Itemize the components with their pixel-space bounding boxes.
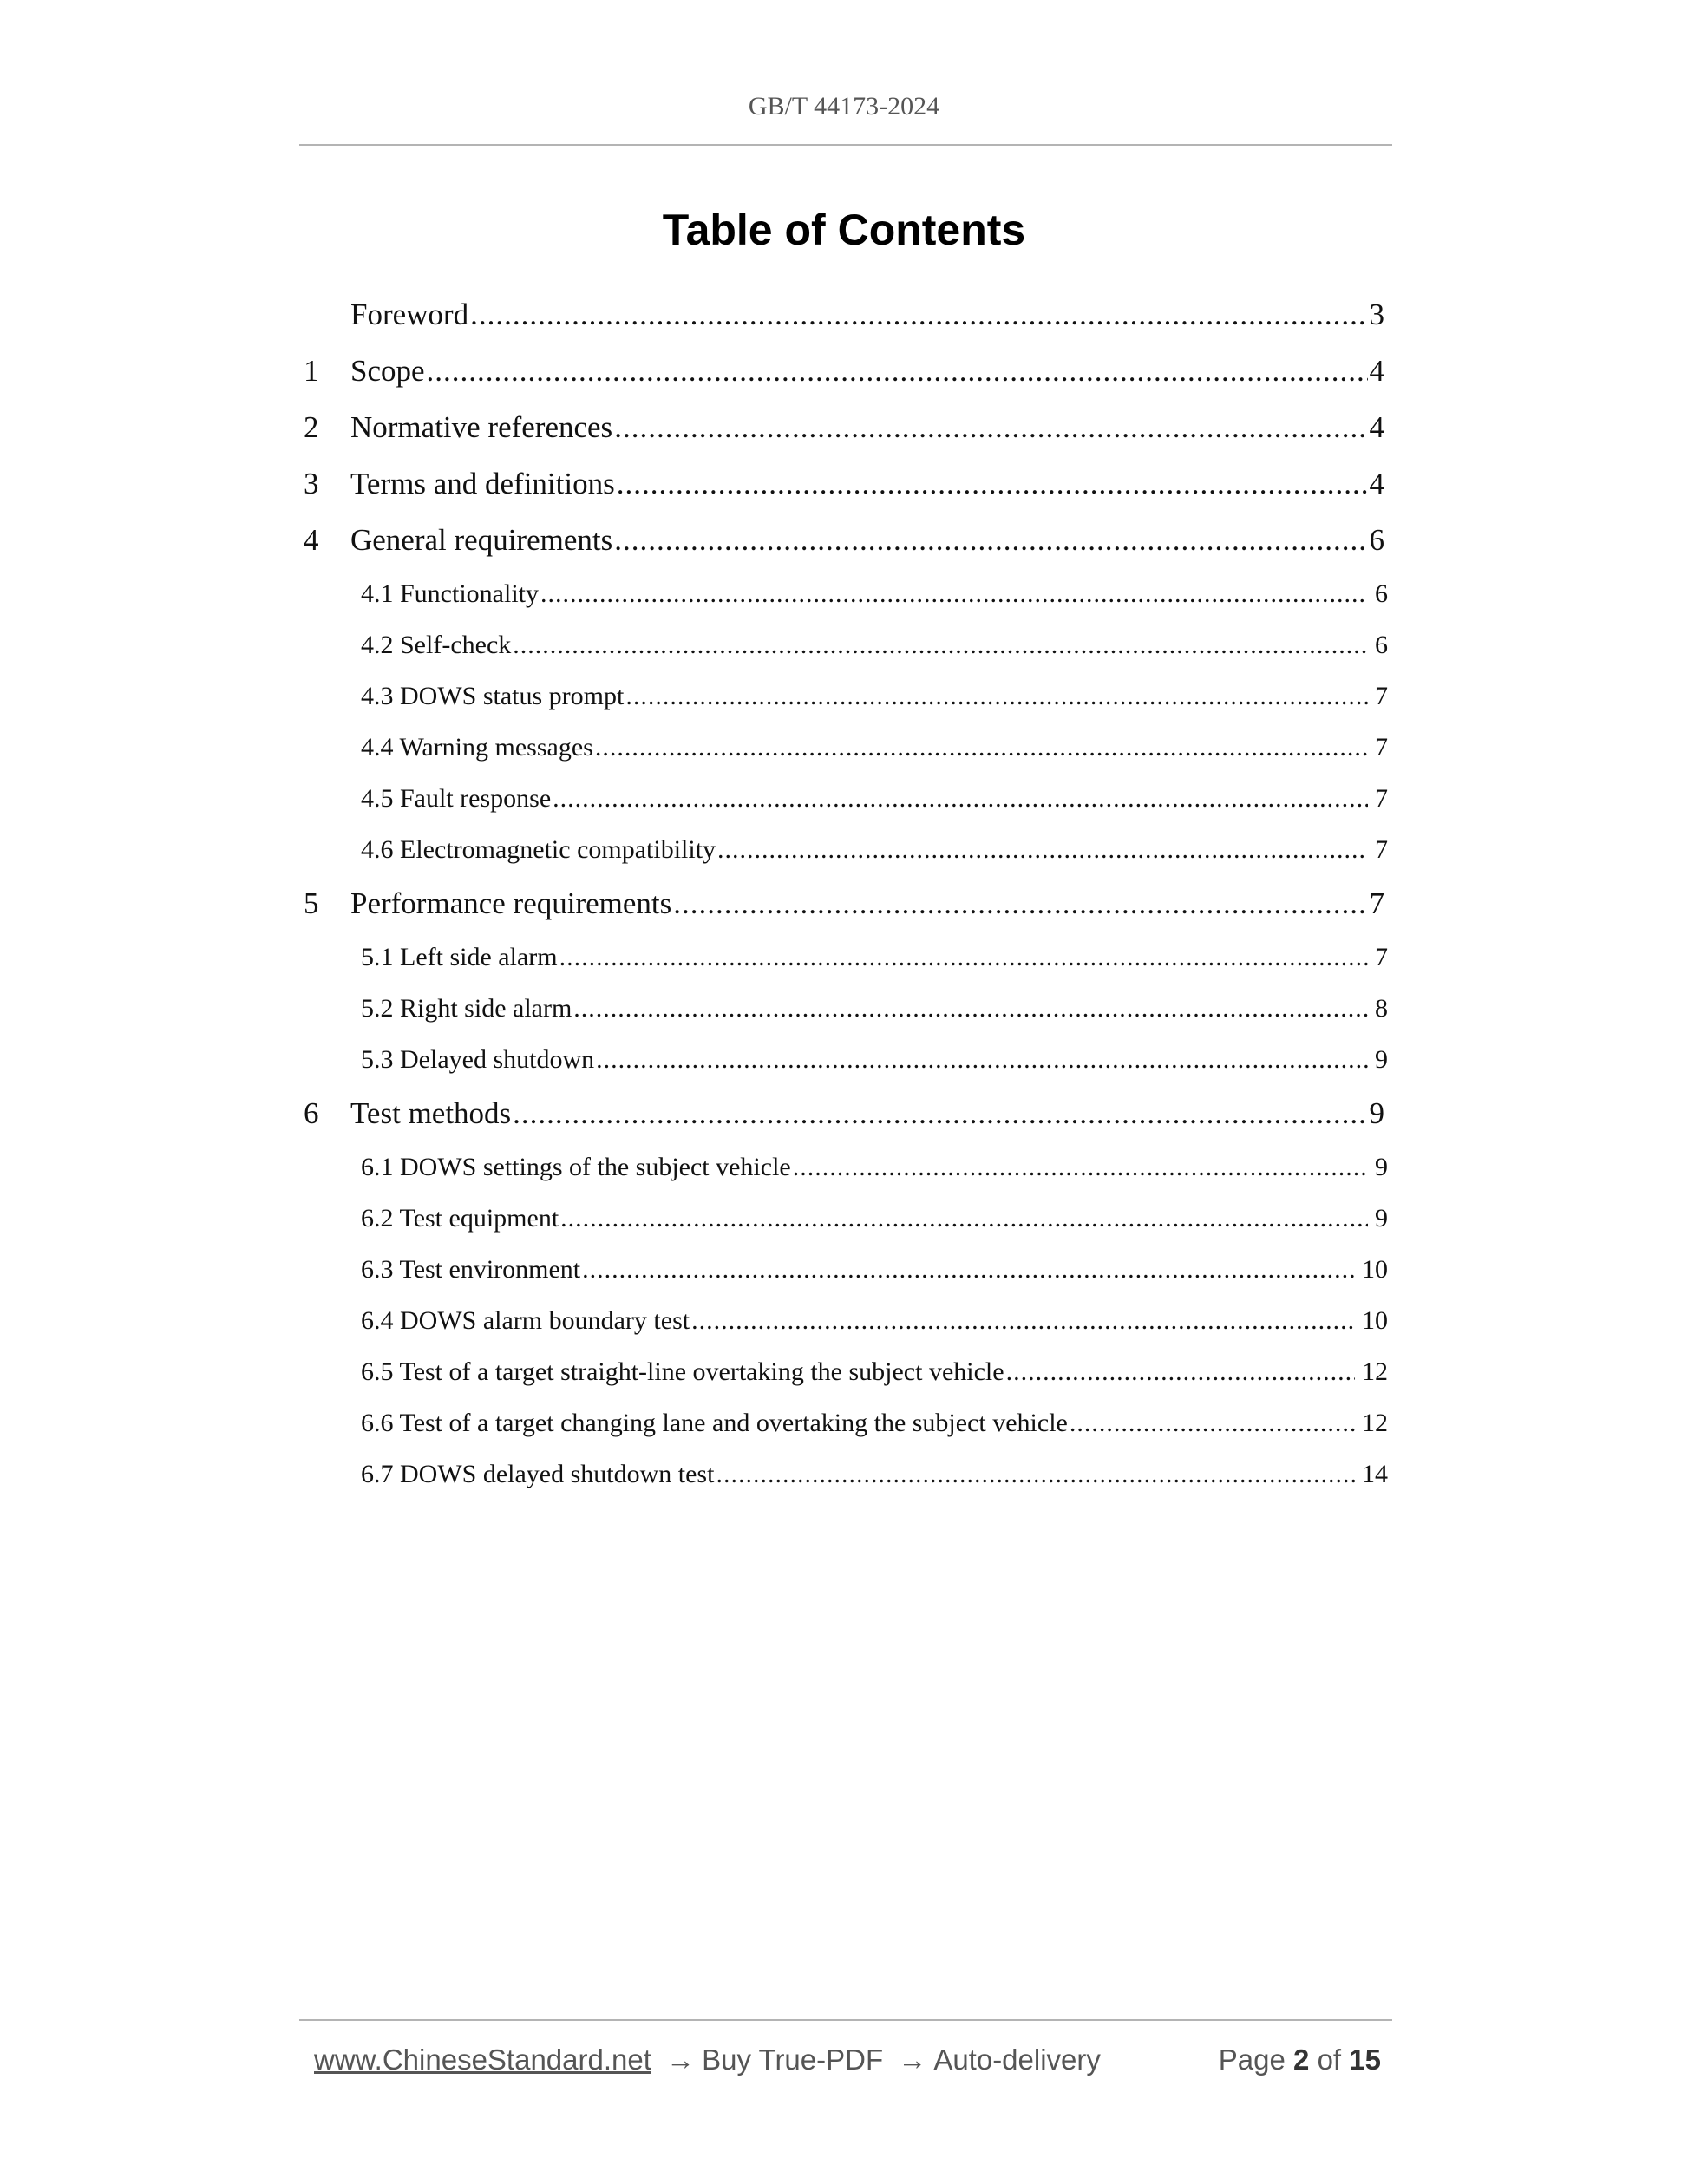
toc-entry[interactable] [304, 1244, 1388, 1295]
toc-entry[interactable] [304, 455, 1388, 512]
arrow-right-icon: → [898, 2043, 927, 2076]
toc-leader-dots [582, 1244, 1355, 1295]
toc-entry-label: General requirements [350, 523, 613, 557]
toc-leader-dots [573, 983, 1368, 1034]
toc-leader-dots [716, 1448, 1355, 1500]
toc-entry[interactable] [304, 568, 1388, 619]
toc-entry[interactable] [304, 343, 1388, 399]
auto-delivery-text: Auto-delivery [933, 2043, 1101, 2076]
toc-entry-label: 5.3 Delayed shutdown [361, 1045, 595, 1074]
header-divider [299, 144, 1392, 146]
toc-entry-page: 10 [1362, 1255, 1388, 1284]
toc-entry-page: 7 [1375, 835, 1388, 864]
page-title: Table of Contents [662, 206, 1026, 254]
toc-entry-label: 6.2 Test equipment [361, 1204, 559, 1233]
toc-entry-label: 4.3 DOWS status prompt [361, 682, 625, 710]
toc-entry-label: 4.6 Electromagnetic compatibility [361, 835, 716, 864]
page-indicator [1219, 2043, 1381, 2076]
document-id: GB/T 44173-2024 [748, 92, 940, 121]
toc-entry[interactable] [304, 932, 1388, 983]
toc-entry-label: 6.3 Test environment [361, 1255, 581, 1284]
toc-entry-page: 9 [1375, 1204, 1388, 1233]
toc-entry[interactable] [304, 619, 1388, 670]
toc-leader-dots [513, 619, 1368, 670]
toc-entry-page: 4 [1369, 467, 1384, 500]
toc-entry-label: Foreword [350, 298, 469, 331]
toc-entry-number: 6 [304, 1096, 319, 1130]
page-current: 2 [1293, 2043, 1310, 2076]
toc-leader-dots [470, 286, 1367, 343]
toc-entry-page: 7 [1375, 943, 1388, 971]
page-footer [314, 2043, 1381, 2076]
toc-entry-label: 6.1 DOWS settings of the subject vehicle [361, 1153, 791, 1181]
toc-entry[interactable] [304, 722, 1388, 773]
toc-entry[interactable] [304, 1346, 1388, 1397]
toc-entry-page: 6 [1369, 523, 1384, 557]
toc-entry-page: 6 [1375, 579, 1388, 608]
toc-entry-page: 4 [1369, 410, 1384, 444]
toc-entry[interactable] [304, 512, 1388, 568]
toc-leader-dots [617, 455, 1368, 512]
toc-entry[interactable] [304, 1397, 1388, 1448]
toc-leader-dots [717, 824, 1368, 875]
toc-leader-dots [427, 343, 1368, 399]
toc-entry[interactable] [304, 1034, 1388, 1085]
toc-leader-dots [596, 1034, 1368, 1085]
toc-entry-page: 12 [1362, 1409, 1388, 1437]
toc-entry[interactable] [304, 1295, 1388, 1346]
toc-entry-page: 7 [1375, 784, 1388, 813]
toc-entry-number: 5 [304, 886, 319, 920]
toc-entry-number: 1 [304, 354, 319, 388]
toc-entry-label: 6.7 DOWS delayed shutdown test [361, 1460, 715, 1488]
toc-entry-label: Terms and definitions [350, 467, 615, 500]
toc-entry-page: 8 [1375, 994, 1388, 1023]
table-of-contents [304, 286, 1388, 1500]
toc-entry-label: 4.2 Self-check [361, 631, 512, 659]
toc-entry[interactable] [304, 1448, 1388, 1500]
buy-pdf-text: Buy True-PDF [702, 2043, 884, 2076]
toc-leader-dots [1070, 1397, 1355, 1448]
toc-entry-label: Scope [350, 354, 425, 388]
arrow-right-icon: → [666, 2043, 696, 2076]
toc-entry-page: 7 [1369, 886, 1384, 920]
footer-divider [299, 2019, 1392, 2021]
toc-entry[interactable] [304, 286, 1388, 343]
toc-leader-dots [595, 722, 1368, 773]
toc-entry-page: 7 [1375, 682, 1388, 710]
toc-entry-label: Performance requirements [350, 886, 672, 920]
toc-entry[interactable] [304, 773, 1388, 824]
toc-leader-dots [559, 932, 1368, 983]
toc-entry[interactable] [304, 1193, 1388, 1244]
toc-entry-page: 9 [1375, 1045, 1388, 1074]
toc-leader-dots [691, 1295, 1355, 1346]
toc-entry-label: 4.4 Warning messages [361, 733, 593, 762]
toc-entry-label: 5.1 Left side alarm [361, 943, 558, 971]
toc-leader-dots [560, 1193, 1368, 1244]
toc-entry-page: 10 [1362, 1306, 1388, 1335]
toc-entry-page: 7 [1375, 733, 1388, 762]
toc-entry-page: 4 [1369, 354, 1384, 388]
toc-entry[interactable] [304, 670, 1388, 722]
toc-entry-page: 9 [1375, 1153, 1388, 1181]
toc-entry-number: 3 [304, 467, 319, 500]
toc-entry[interactable] [304, 399, 1388, 455]
page-total: 15 [1349, 2043, 1381, 2076]
toc-leader-dots [625, 670, 1368, 722]
toc-entry-label: Test methods [350, 1096, 512, 1130]
toc-entry[interactable] [304, 1085, 1388, 1141]
toc-entry-label: Normative references [350, 410, 613, 444]
toc-entry-page: 6 [1375, 631, 1388, 659]
toc-entry-label: 5.2 Right side alarm [361, 994, 572, 1023]
toc-entry-label: 6.6 Test of a target changing lane and overtaking the subject vehicle [361, 1409, 1068, 1437]
page-label: Page [1218, 2043, 1286, 2076]
footer-promo [314, 2043, 1101, 2076]
toc-entry-page: 14 [1362, 1460, 1388, 1488]
toc-entry-page: 3 [1369, 298, 1384, 331]
toc-entry-page: 12 [1362, 1357, 1388, 1386]
toc-leader-dots [793, 1141, 1368, 1193]
toc-entry-number: 2 [304, 410, 319, 444]
page-of: of [1317, 2043, 1342, 2076]
toc-entry-label: 4.5 Fault response [361, 784, 552, 813]
toc-entry[interactable] [304, 875, 1388, 932]
toc-entry[interactable] [304, 824, 1388, 875]
toc-leader-dots [614, 399, 1367, 455]
toc-leader-dots [673, 875, 1367, 932]
toc-leader-dots [513, 1085, 1367, 1141]
toc-entry[interactable] [304, 1141, 1388, 1193]
toc-leader-dots [540, 568, 1368, 619]
toc-leader-dots [553, 773, 1368, 824]
toc-leader-dots [1006, 1346, 1355, 1397]
toc-entry-page: 9 [1369, 1096, 1384, 1130]
toc-entry-number: 4 [304, 523, 319, 557]
website-link[interactable]: www.ChineseStandard.net [314, 2043, 651, 2076]
toc-leader-dots [614, 512, 1367, 568]
toc-entry-label: 4.1 Functionality [361, 579, 539, 608]
toc-entry-label: 6.4 DOWS alarm boundary test [361, 1306, 690, 1335]
toc-entry-label: 6.5 Test of a target straight-line overtaking the subject vehicle [361, 1357, 1004, 1386]
toc-entry[interactable] [304, 983, 1388, 1034]
